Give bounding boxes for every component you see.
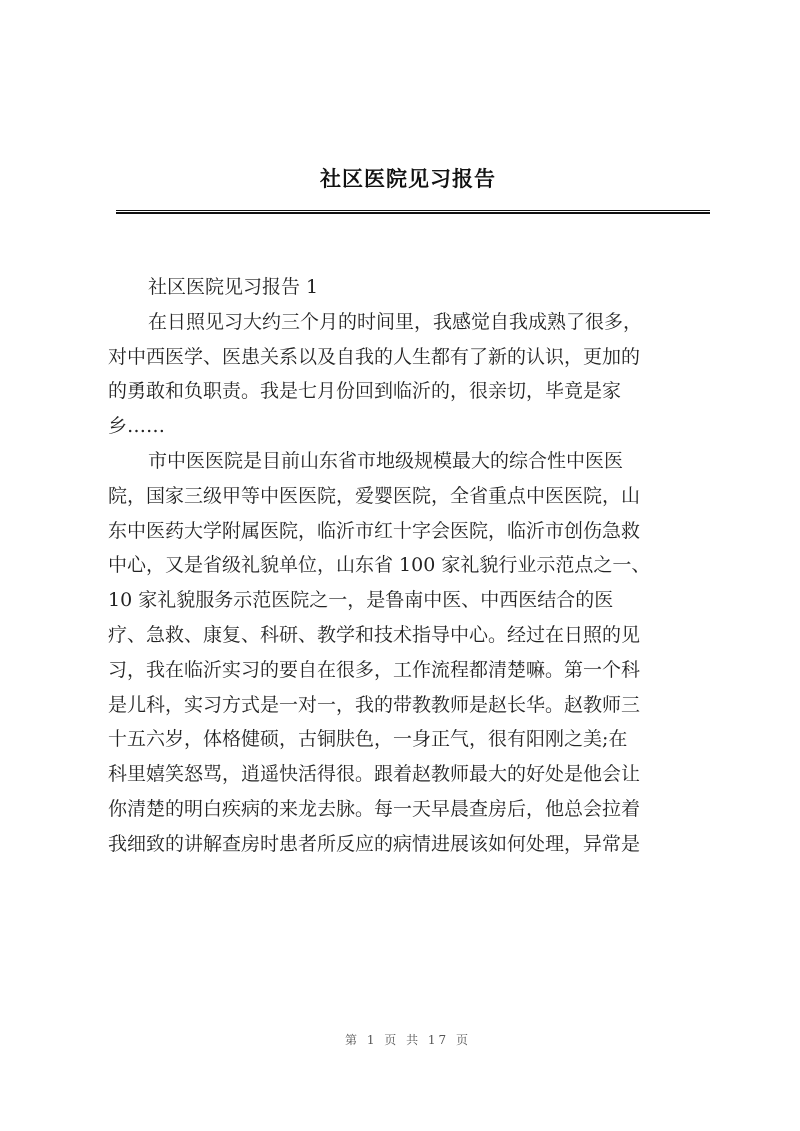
paragraph-line: 疗、急救、康复、科研、教学和技术指导中心。经过在日照的见 [108,623,641,646]
paragraph-line: 中心，又是省级礼貌单位，山东省 100 家礼貌行业示范点之一、 [108,554,651,577]
document-body [108,270,710,862]
page-number-footer: 第 1 页 共 17 页 [345,1033,471,1047]
paragraph-line: 市中医医院是目前山东省市地级规模最大的综合性中医医 [148,449,624,472]
paragraph-line: 我细致的讲解查房时患者所反应的病情进展该如何处理，异常是 [108,832,641,855]
paragraph-line: 你清楚的明白疾病的来龙去脉。每一天早晨查房后，他总会拉着 [108,797,641,820]
paragraph-line: 乡…… [108,415,166,438]
paragraph-line: 东中医药大学附属医院，临沂市红十字会医院，临沂市创伤急救 [108,519,641,542]
paragraph-line: 习，我在临沂实习的要自在很多，工作流程都清楚嘛。第一个科 [108,658,641,681]
paragraph-line: 的勇敢和负职责。我是七月份回到临沂的，很亲切，毕竟是家 [108,380,622,403]
paragraph-line: 是儿科，实习方式是一对一，我的带教教师是赵长华。赵教师三 [108,693,641,716]
page-title: 社区医院见习报告 [320,166,496,191]
paragraph-line: 在日照见习大约三个月的时间里，我感觉自我成熟了很多， [148,310,643,333]
paragraph-line: 10 家礼貌服务示范医院之一，是鲁南中医、中西医结合的医 [108,589,614,612]
paragraph-line: 十五六岁，体格健硕，古铜肤色，一身正气，很有阳刚之美;在 [108,728,628,751]
paragraph-line: 院，国家三级甲等中医医院，爱婴医院，全省重点中医医院，山 [108,484,641,507]
title-divider [116,210,710,214]
paragraph-line: 对中西医学、医患关系以及自我的人生都有了新的认识，更加的 [108,345,641,368]
paragraph-line: 科里嬉笑怒骂，逍遥快活得很。跟着赵教师最大的好处是他会让 [108,763,641,786]
section-heading: 社区医院见习报告 1 [148,276,319,298]
